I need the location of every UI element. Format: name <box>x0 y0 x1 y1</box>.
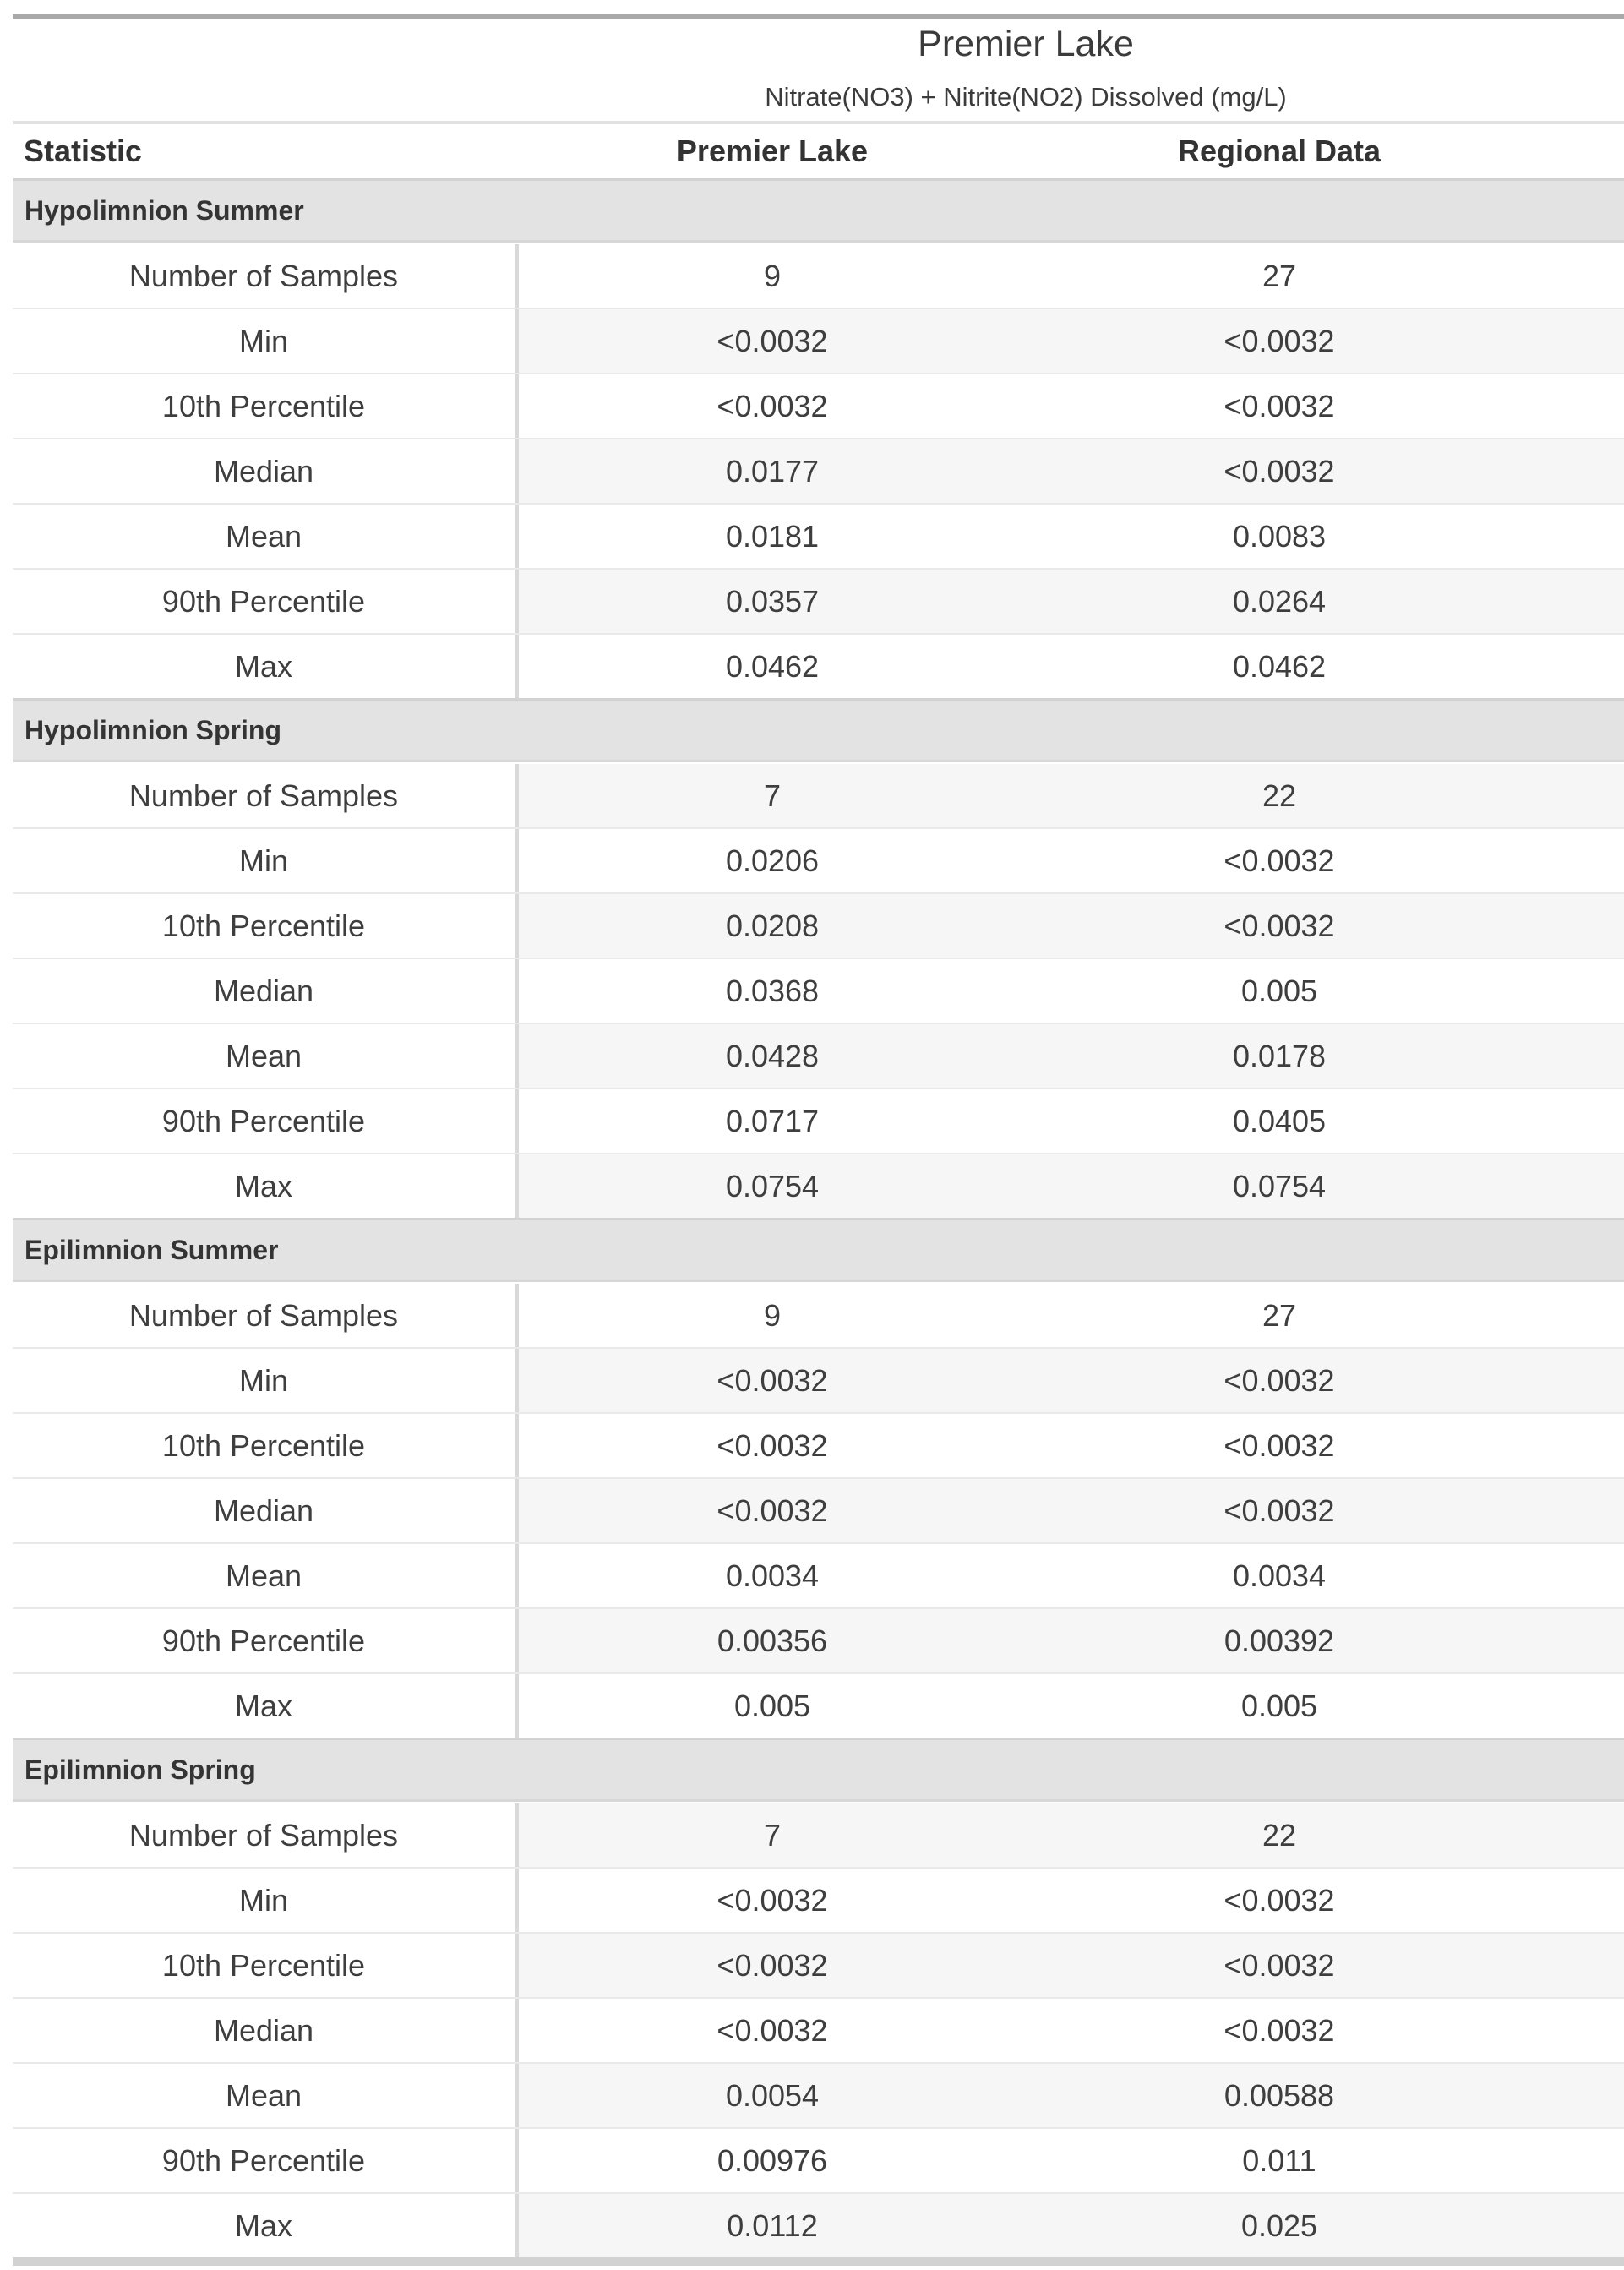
section-header <box>13 1218 1624 1282</box>
table-row <box>13 2192 1624 2257</box>
report-subtitle: Nitrate(NO3) + Nitrite(NO2) Dissolved (mg/L) <box>765 82 1287 112</box>
stat-cell: 90th Percentile <box>13 1089 519 1153</box>
value-cell-regional-data: <0.0032 <box>1026 1934 1533 1997</box>
stat-cell: Mean <box>13 2064 519 2127</box>
row-filler <box>1533 1869 1624 1932</box>
value-cell-regional-data: <0.0032 <box>1026 894 1533 958</box>
statistics-table <box>13 178 1624 2266</box>
row-filler <box>1533 1674 1624 1738</box>
value-cell-premier-lake: 0.0428 <box>519 1024 1026 1088</box>
row-filler <box>1533 505 1624 568</box>
value-cell-premier-lake: 0.0177 <box>519 439 1026 503</box>
value-cell-premier-lake: 0.0717 <box>725 1103 820 1138</box>
row-filler <box>1533 570 1624 633</box>
row-filler <box>1533 894 1624 958</box>
top-accent-bar <box>13 14 1624 19</box>
value-cell-premier-lake: <0.0032 <box>717 1882 828 1918</box>
table-row <box>13 438 1624 503</box>
table-row <box>13 1607 1624 1672</box>
stat-cell: 10th Percentile <box>13 1414 519 1477</box>
row-filler <box>1533 309 1624 373</box>
value-cell-regional-data: 0.0754 <box>1026 1154 1533 1218</box>
row-filler <box>1533 1284 1624 1347</box>
value-cell-regional-data: 0.0034 <box>1232 1558 1327 1593</box>
stat-cell: Number of Samples <box>13 1284 519 1347</box>
bottom-border-bar <box>13 2257 1624 2266</box>
stat-cell: Median <box>13 439 519 503</box>
value-cell-regional-data: 0.0264 <box>1026 570 1533 633</box>
row-filler <box>1533 1154 1624 1218</box>
row-filler <box>1533 1479 1624 1542</box>
table-row <box>13 1542 1624 1607</box>
row-filler <box>1533 1934 1624 1997</box>
table-row <box>13 2127 1624 2192</box>
table-row <box>13 243 1624 308</box>
stat-cell: 90th Percentile <box>13 1609 519 1672</box>
stat-cell: Min <box>13 1349 519 1412</box>
value-cell-premier-lake: 0.0034 <box>725 1558 820 1593</box>
value-cell-premier-lake: <0.0032 <box>519 1934 1026 1997</box>
stat-cell: Number of Samples <box>13 244 519 308</box>
value-cell-premier-lake: 0.0206 <box>725 843 820 878</box>
row-filler <box>1533 244 1624 308</box>
value-cell-premier-lake: <0.0032 <box>717 388 828 423</box>
section-label: Hypolimnion Summer <box>25 194 304 226</box>
table-row <box>13 1412 1624 1477</box>
value-cell-regional-data: 0.005 <box>1240 1688 1318 1723</box>
table-row <box>13 1672 1624 1738</box>
stat-cell: Number of Samples <box>13 1803 519 1867</box>
stat-cell: Max <box>13 635 519 698</box>
value-cell-premier-lake: 9 <box>763 1297 782 1333</box>
value-cell-premier-lake: <0.0032 <box>519 1349 1026 1412</box>
value-cell-regional-data: 22 <box>1026 1803 1533 1867</box>
table-row <box>13 892 1624 958</box>
row-filler <box>1533 1803 1624 1867</box>
value-cell-premier-lake: 0.0112 <box>519 2194 1026 2257</box>
table-row <box>13 1088 1624 1153</box>
column-header-row <box>13 124 1624 178</box>
table-row <box>13 827 1624 892</box>
table-row <box>13 1802 1624 1867</box>
value-cell-premier-lake: 0.0357 <box>519 570 1026 633</box>
value-cell-premier-lake: <0.0032 <box>519 1479 1026 1542</box>
value-cell-regional-data: <0.0032 <box>1026 309 1533 373</box>
value-cell-premier-lake: <0.0032 <box>717 2012 828 2048</box>
stat-cell: Mean <box>13 1024 519 1088</box>
value-cell-premier-lake: 0.0462 <box>725 648 820 684</box>
row-filler <box>1533 439 1624 503</box>
section-label: Hypolimnion Spring <box>25 714 281 745</box>
table-row <box>13 762 1624 827</box>
value-cell-premier-lake: <0.0032 <box>717 1427 828 1463</box>
report-title: Premier Lake <box>918 24 1134 64</box>
value-cell-premier-lake: 0.0181 <box>725 518 820 554</box>
row-filler <box>1533 1414 1624 1477</box>
table-row <box>13 958 1624 1023</box>
value-cell-regional-data: <0.0032 <box>1223 388 1335 423</box>
value-cell-premier-lake: 0.005 <box>733 1688 811 1723</box>
value-cell-regional-data: <0.0032 <box>1223 843 1335 878</box>
table-row <box>13 1023 1624 1088</box>
stat-cell: 10th Percentile <box>13 894 519 958</box>
value-cell-regional-data: 0.00588 <box>1026 2064 1533 2127</box>
stat-cell: Min <box>13 309 519 373</box>
row-filler <box>1533 1349 1624 1412</box>
section-header <box>13 1738 1624 1802</box>
column-header-regional-data: Regional Data <box>1177 134 1381 168</box>
value-cell-regional-data: 27 <box>1262 258 1297 293</box>
table-row <box>13 1932 1624 1997</box>
row-filler <box>1533 764 1624 827</box>
value-cell-premier-lake: 0.0754 <box>519 1154 1026 1218</box>
row-filler <box>1533 2129 1624 2192</box>
stat-cell: Min <box>13 829 519 892</box>
stat-cell: Mean <box>13 1544 519 1607</box>
stat-cell: 10th Percentile <box>13 374 519 438</box>
stat-cell: Max <box>13 1674 519 1738</box>
stat-cell: Median <box>13 959 519 1023</box>
value-cell-regional-data: <0.0032 <box>1026 1479 1533 1542</box>
value-cell-regional-data: <0.0032 <box>1223 2012 1335 2048</box>
value-cell-regional-data: <0.0032 <box>1026 439 1533 503</box>
value-cell-regional-data: 0.00392 <box>1026 1609 1533 1672</box>
table-row <box>13 1997 1624 2062</box>
stat-cell: Number of Samples <box>13 764 519 827</box>
stat-cell: Median <box>13 1999 519 2062</box>
stat-cell: 10th Percentile <box>13 1934 519 1997</box>
section-label: Epilimnion Summer <box>25 1234 279 1265</box>
table-row <box>13 308 1624 373</box>
value-cell-premier-lake: 9 <box>763 258 782 293</box>
table-row <box>13 568 1624 633</box>
table-row <box>13 1347 1624 1412</box>
value-cell-premier-lake: <0.0032 <box>519 309 1026 373</box>
row-filler <box>1533 959 1624 1023</box>
value-cell-premier-lake: 0.00356 <box>519 1609 1026 1672</box>
value-cell-premier-lake: 0.0054 <box>519 2064 1026 2127</box>
value-cell-regional-data: 0.0405 <box>1232 1103 1327 1138</box>
value-cell-regional-data: 22 <box>1026 764 1533 827</box>
stat-cell: Max <box>13 1154 519 1218</box>
value-cell-regional-data: 0.0178 <box>1026 1024 1533 1088</box>
value-cell-premier-lake: 0.0368 <box>725 973 820 1008</box>
row-filler <box>1533 1544 1624 1607</box>
section-label: Epilimnion Spring <box>25 1754 256 1785</box>
value-cell-regional-data: 0.005 <box>1240 973 1318 1008</box>
row-filler <box>1533 1089 1624 1153</box>
column-header-statistic: Statistic <box>24 134 143 168</box>
stat-cell: Max <box>13 2194 519 2257</box>
stat-cell: 90th Percentile <box>13 2129 519 2192</box>
row-filler <box>1533 1609 1624 1672</box>
stat-cell: Mean <box>13 505 519 568</box>
column-header-premier-lake: Premier Lake <box>676 134 869 168</box>
value-cell-regional-data: 0.0083 <box>1232 518 1327 554</box>
table-row <box>13 1867 1624 1932</box>
table-row <box>13 503 1624 568</box>
row-filler <box>1533 635 1624 698</box>
row-filler <box>1533 829 1624 892</box>
value-cell-regional-data: 0.025 <box>1026 2194 1533 2257</box>
table-row <box>13 373 1624 438</box>
row-filler <box>1533 2064 1624 2127</box>
value-cell-premier-lake: 7 <box>519 764 1026 827</box>
table-row <box>13 633 1624 698</box>
value-cell-premier-lake: 0.00976 <box>717 2142 828 2178</box>
value-cell-regional-data: <0.0032 <box>1223 1427 1335 1463</box>
table-row <box>13 1282 1624 1347</box>
table-row <box>13 1477 1624 1542</box>
table-row <box>13 2062 1624 2127</box>
value-cell-regional-data: <0.0032 <box>1026 1349 1533 1412</box>
value-cell-regional-data: 27 <box>1262 1297 1297 1333</box>
stat-cell: Median <box>13 1479 519 1542</box>
value-cell-premier-lake: 0.0208 <box>519 894 1026 958</box>
value-cell-regional-data: 0.011 <box>1242 2142 1316 2178</box>
section-header <box>13 698 1624 762</box>
row-filler <box>1533 2194 1624 2257</box>
value-cell-premier-lake: 7 <box>519 1803 1026 1867</box>
stat-cell: 90th Percentile <box>13 570 519 633</box>
value-cell-regional-data: <0.0032 <box>1223 1882 1335 1918</box>
row-filler <box>1533 374 1624 438</box>
row-filler <box>1533 1999 1624 2062</box>
value-cell-regional-data: 0.0462 <box>1232 648 1327 684</box>
section-header <box>13 178 1624 243</box>
stat-cell: Min <box>13 1869 519 1932</box>
table-row <box>13 1153 1624 1218</box>
row-filler <box>1533 1024 1624 1088</box>
